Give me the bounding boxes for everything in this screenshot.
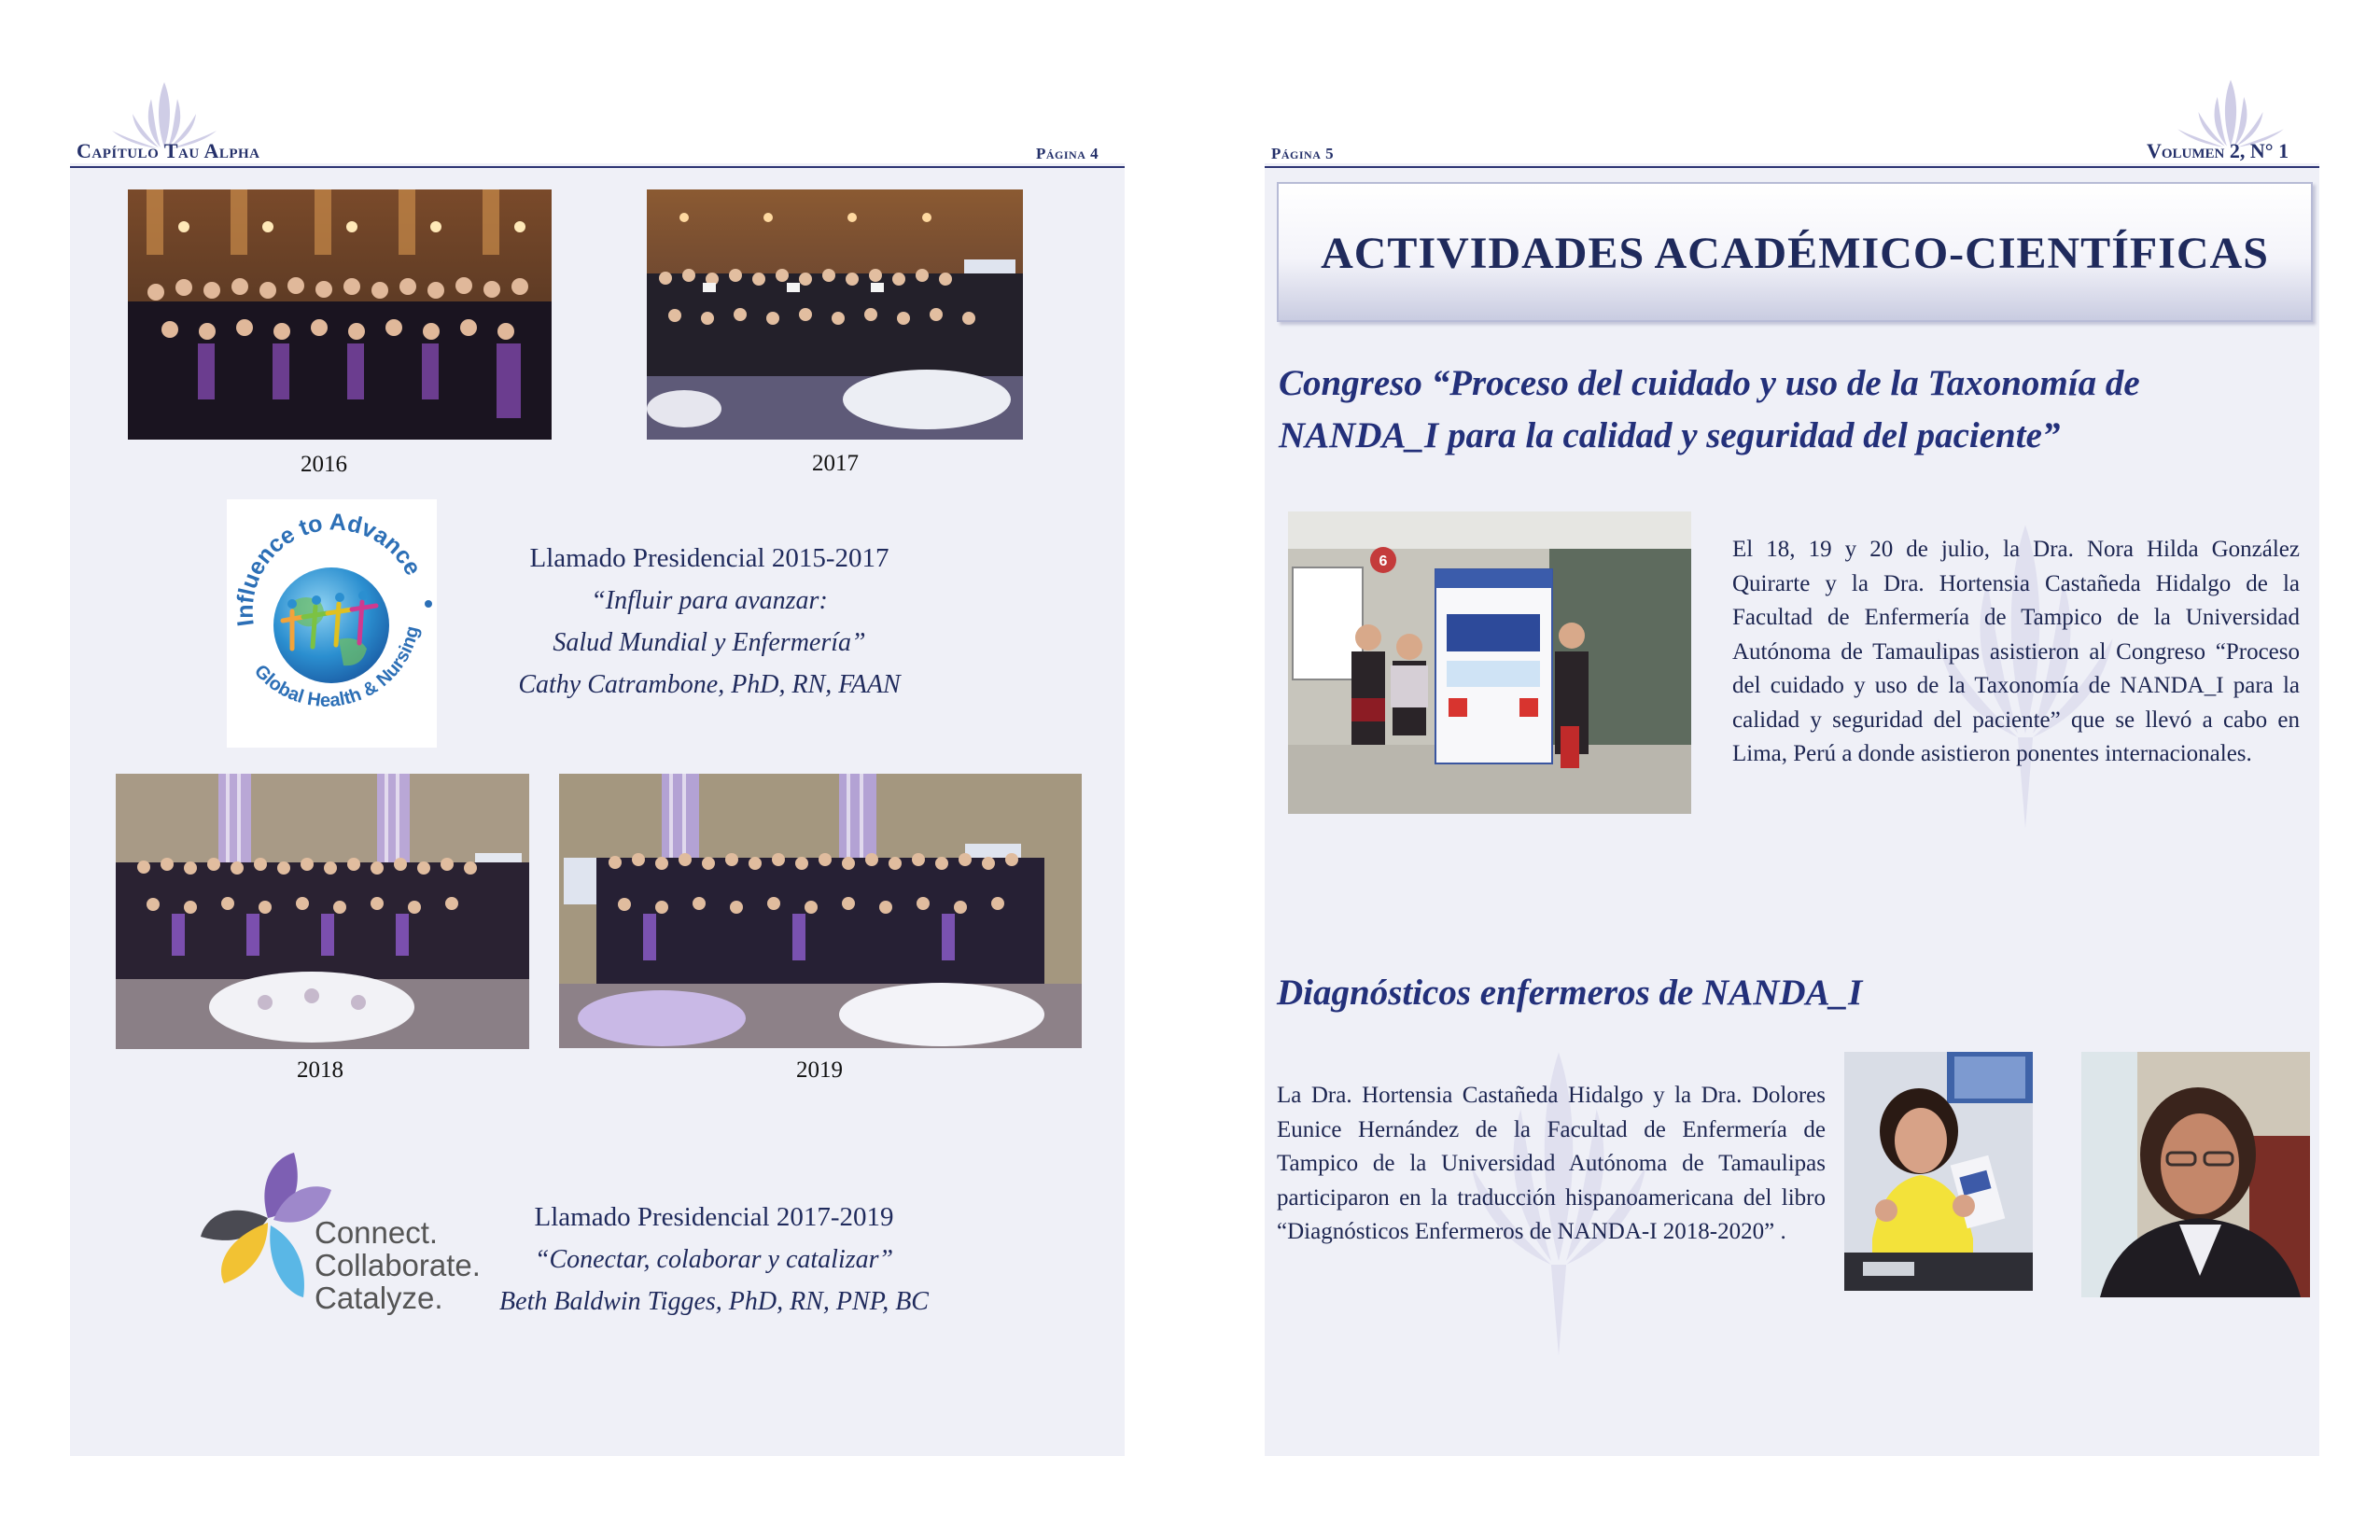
nanda-heading: Diagnósticos enfermeros de NANDA_I	[1277, 973, 1863, 1013]
photo-2019	[559, 774, 1082, 1048]
section-banner	[1277, 182, 2313, 322]
nanda-body: La Dra. Hortensia Castañeda Hidalgo y la Dra. Dolores Eunice Hernández de la Facultad de Enfermería de Tampico de la Universidad Autónoma de Tamaulipas participaron en la traducción hispanoamericana del libro “Diagnósticos Enfermeros de NANDA-I 2018-2020” .	[1277, 1083, 1826, 1244]
chapter-title: Capítulo Tau Alpha	[77, 139, 260, 162]
ccc-logo-line2: Collaborate.	[315, 1248, 481, 1282]
caption-2018: 2018	[297, 1057, 343, 1083]
banner-title: ACTIVIDADES ACADÉMICO-CIENTÍFICAS	[1321, 229, 2269, 278]
svg-text:6: 6	[1379, 553, 1388, 569]
presidential-call-2015	[467, 538, 952, 706]
call-2017-author: Beth Baldwin Tigges, PhD, RN, PNP, BC	[499, 1287, 929, 1316]
call-2015-title: Llamado Presidencial 2015-2017	[529, 543, 889, 573]
itoa-logo-top-text: Influence to Advance	[231, 509, 427, 628]
ccc-logo-line3: Catalyze.	[315, 1281, 443, 1315]
congress-heading	[1279, 357, 2140, 462]
itoa-logo-bottom-text: Global Health & Nursing	[249, 623, 424, 711]
photo-2016	[128, 189, 552, 440]
caption-2017: 2017	[812, 451, 859, 476]
photo-2018	[116, 774, 529, 1049]
call-2015-line2: Salud Mundial y Enfermería”	[553, 628, 866, 657]
author-photo-hernandez	[2081, 1052, 2310, 1297]
caption-2016: 2016	[301, 452, 347, 477]
call-2015-author: Cathy Catrambone, PhD, RN, FAAN	[518, 670, 901, 699]
ccc-logo-line1: Connect.	[315, 1215, 439, 1250]
presidential-call-2017	[471, 1197, 957, 1323]
congress-photo	[1288, 511, 1691, 814]
photo-2017	[647, 189, 1023, 440]
page-number-right: Página 5	[1271, 145, 1335, 162]
influence-to-advance-logo	[227, 499, 437, 748]
caption-2019: 2019	[796, 1057, 843, 1083]
call-2017-line1: “Conectar, colaborar y catalizar”	[534, 1245, 894, 1274]
congress-heading-line2: NANDA_I para la calidad y seguridad del paciente”	[1279, 415, 2061, 455]
volume-label: Volumen 2, N° 1	[2147, 139, 2289, 162]
author-photo-castaneda	[1844, 1052, 2033, 1291]
congress-heading-line1: Congreso “Proceso del cuidado y uso de la Taxonomía de	[1279, 363, 2140, 403]
connect-collaborate-catalyze-logo	[191, 1153, 481, 1330]
call-2015-line1: “Influir para avanzar:	[591, 586, 828, 615]
header-rule-left	[70, 166, 1125, 168]
page-number-left: Página 4	[1036, 145, 1099, 162]
call-2017-title: Llamado Presidencial 2017-2019	[534, 1202, 894, 1232]
congress-body: El 18, 19 y 20 de julio, la Dra. Nora Hilda González Quirarte y la Dra. Hortensia Castañeda Hidalgo de la Facultad de Enfermería de Tampico de la Universidad Autónoma de Tamaulipas asistieron al Congreso “Proceso del cuidado y uso de la Taxonomía de NANDA_I para la calidad y seguridad del paciente” que se llevó a cabo en Lima, Perú a donde asistieron ponentes internacionales.	[1732, 537, 2300, 766]
header-rule-right	[1265, 166, 2319, 168]
